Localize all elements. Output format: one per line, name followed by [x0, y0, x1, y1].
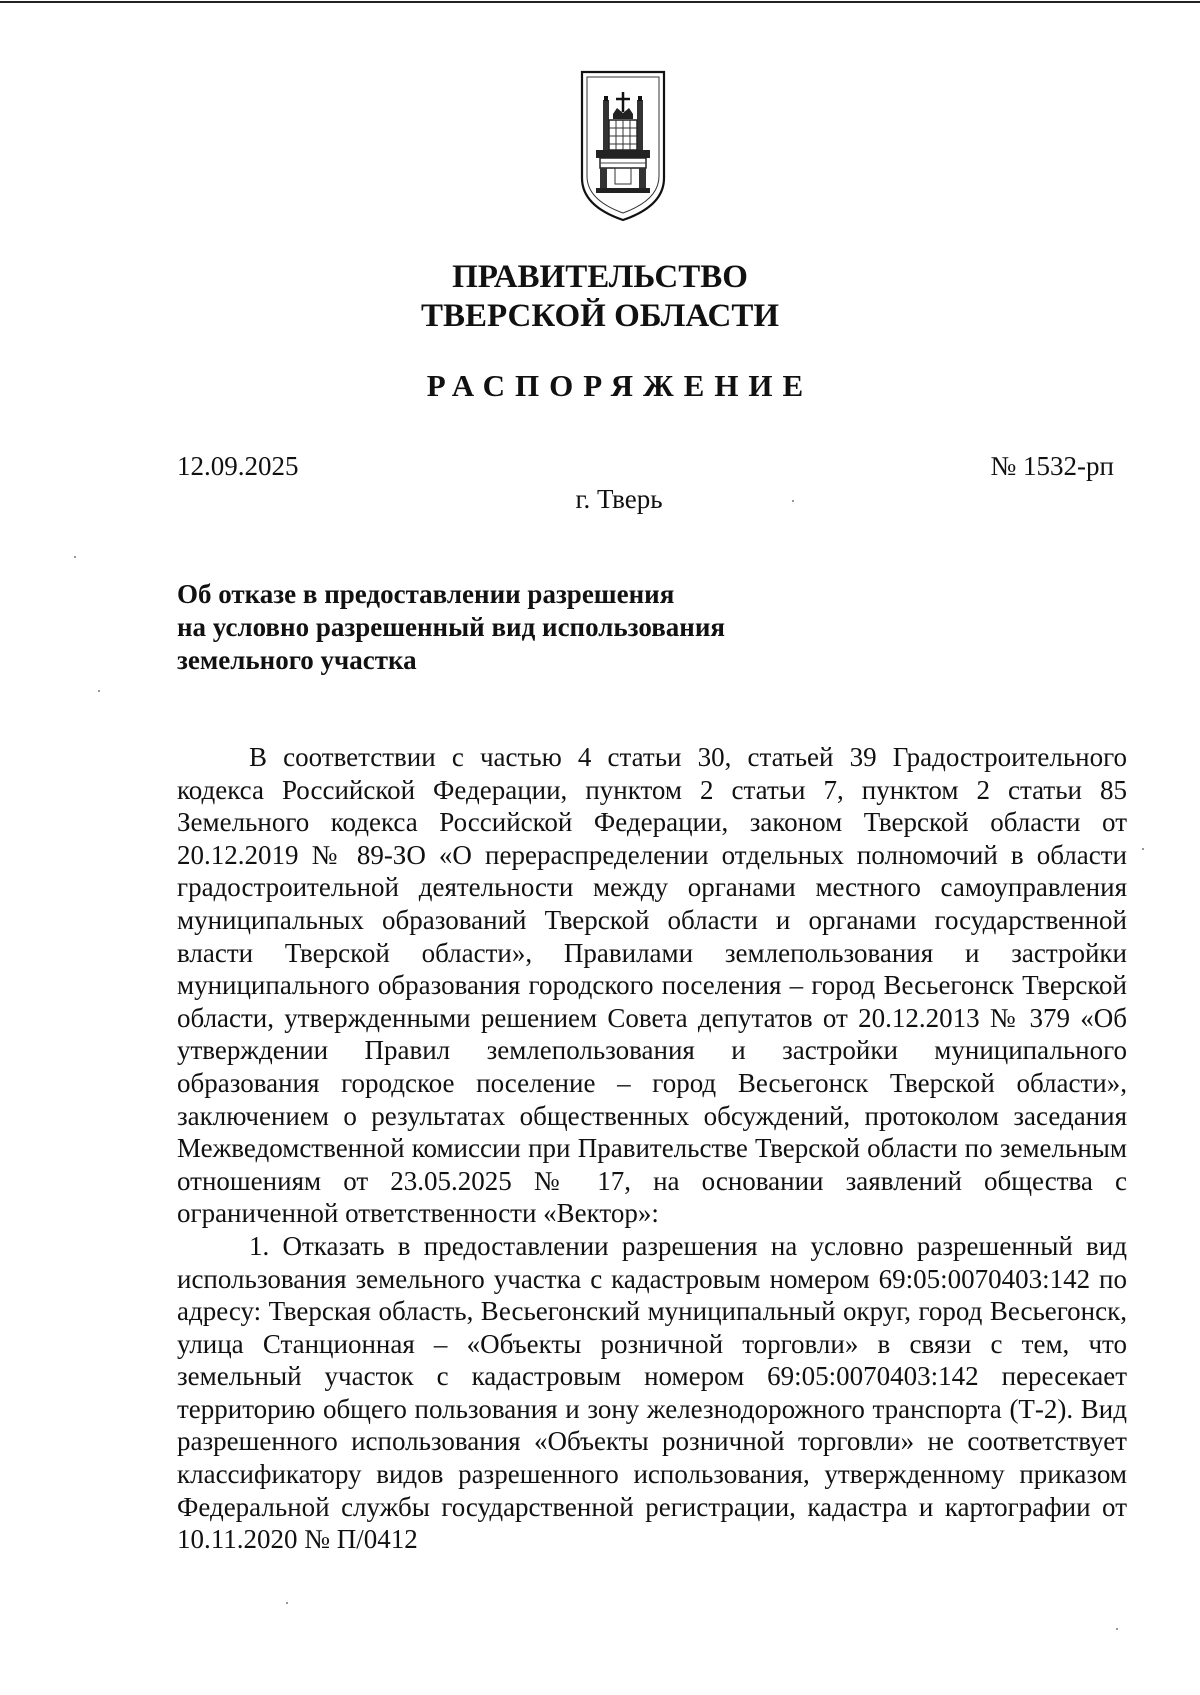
title-line: земельного участка: [177, 645, 417, 675]
scan-speck: [74, 556, 76, 558]
scan-speck: [1142, 848, 1144, 850]
title-line: Об отказе в предоставлении разрешения: [177, 579, 675, 609]
org-name-line2: ТВЕРСКОЙ ОБЛАСТИ: [420, 298, 780, 334]
document-city: г. Тверь: [575, 484, 663, 514]
tver-coat-of-arms-icon: [580, 70, 666, 222]
scan-speck: [98, 690, 100, 692]
document-number: № 1532-рп: [990, 451, 1114, 481]
document-type: РАСПОРЯЖЕНИЕ: [426, 368, 814, 403]
scan-speck: [286, 1602, 288, 1604]
document-body: [177, 741, 1127, 1556]
document-date: 12.09.2025: [177, 451, 299, 481]
document-title: [177, 578, 877, 677]
org-name-line1: ПРАВИТЕЛЬСТВО: [452, 259, 748, 295]
title-line: на условно разрешенный вид использования: [177, 612, 726, 642]
body-paragraph-preamble: В соответствии с частью 4 статьи 30, статьей 39 Градостроительного кодекса Российской Федерации, пунктом 2 статьи 7, пунктом 2 статьи 85 Земельного кодекса Российской Федерации, законом Тверской области от 20.12.2019 № 89-ЗО «О перераспределении отдельных полномочий в области градостроительной деятельности между органами местного самоуправления муниципальных образований Тверской области и органами государственной власти Тверской области», Правилами землепользования и застройки муниципального образования городского поселения – город Весьегонск Тверской области, утвержденными решением Совета депутатов от 20.12.2013 № 379 «Об утверждении Правил землепользования и застройки муниципального образования городское поселение – город Весьегонск Тверской области», заключением о результатах общественных обсуждений, протоколом заседания Межведомственной комиссии при Правительстве Тверской области по земельным отношениям от 23.05.2025 № 17, на основании заявлений общества с ограниченной ответственности «Вектор»:: [177, 742, 1127, 1229]
body-paragraph-item-1: 1. Отказать в предоставлении разрешения на условно разрешенный вид использования земельного участка с кадастровым номером 69:05:0070403:142 по адресу: Тверская область, Весьегонский муниципальный округ, город Весьегонск, улица Станционная – «Объекты розничной торговли» в связи с тем, что земельный участок с кадастровым номером 69:05:0070403:142 пересекает территорию общего пользования и зону железнодорожного транспорта (Т-2). Вид разрешенного использования «Объекты розничной торговли» не соответствует классификатору видов разрешенного использования, утвержденному приказом Федеральной службы государственной регистрации, кадастра и картографии от 10.11.2020 № П/0412: [177, 1230, 1127, 1555]
top-border-line: [0, 1, 1200, 3]
scan-speck: [1116, 1628, 1118, 1630]
scan-speck: [792, 500, 794, 502]
